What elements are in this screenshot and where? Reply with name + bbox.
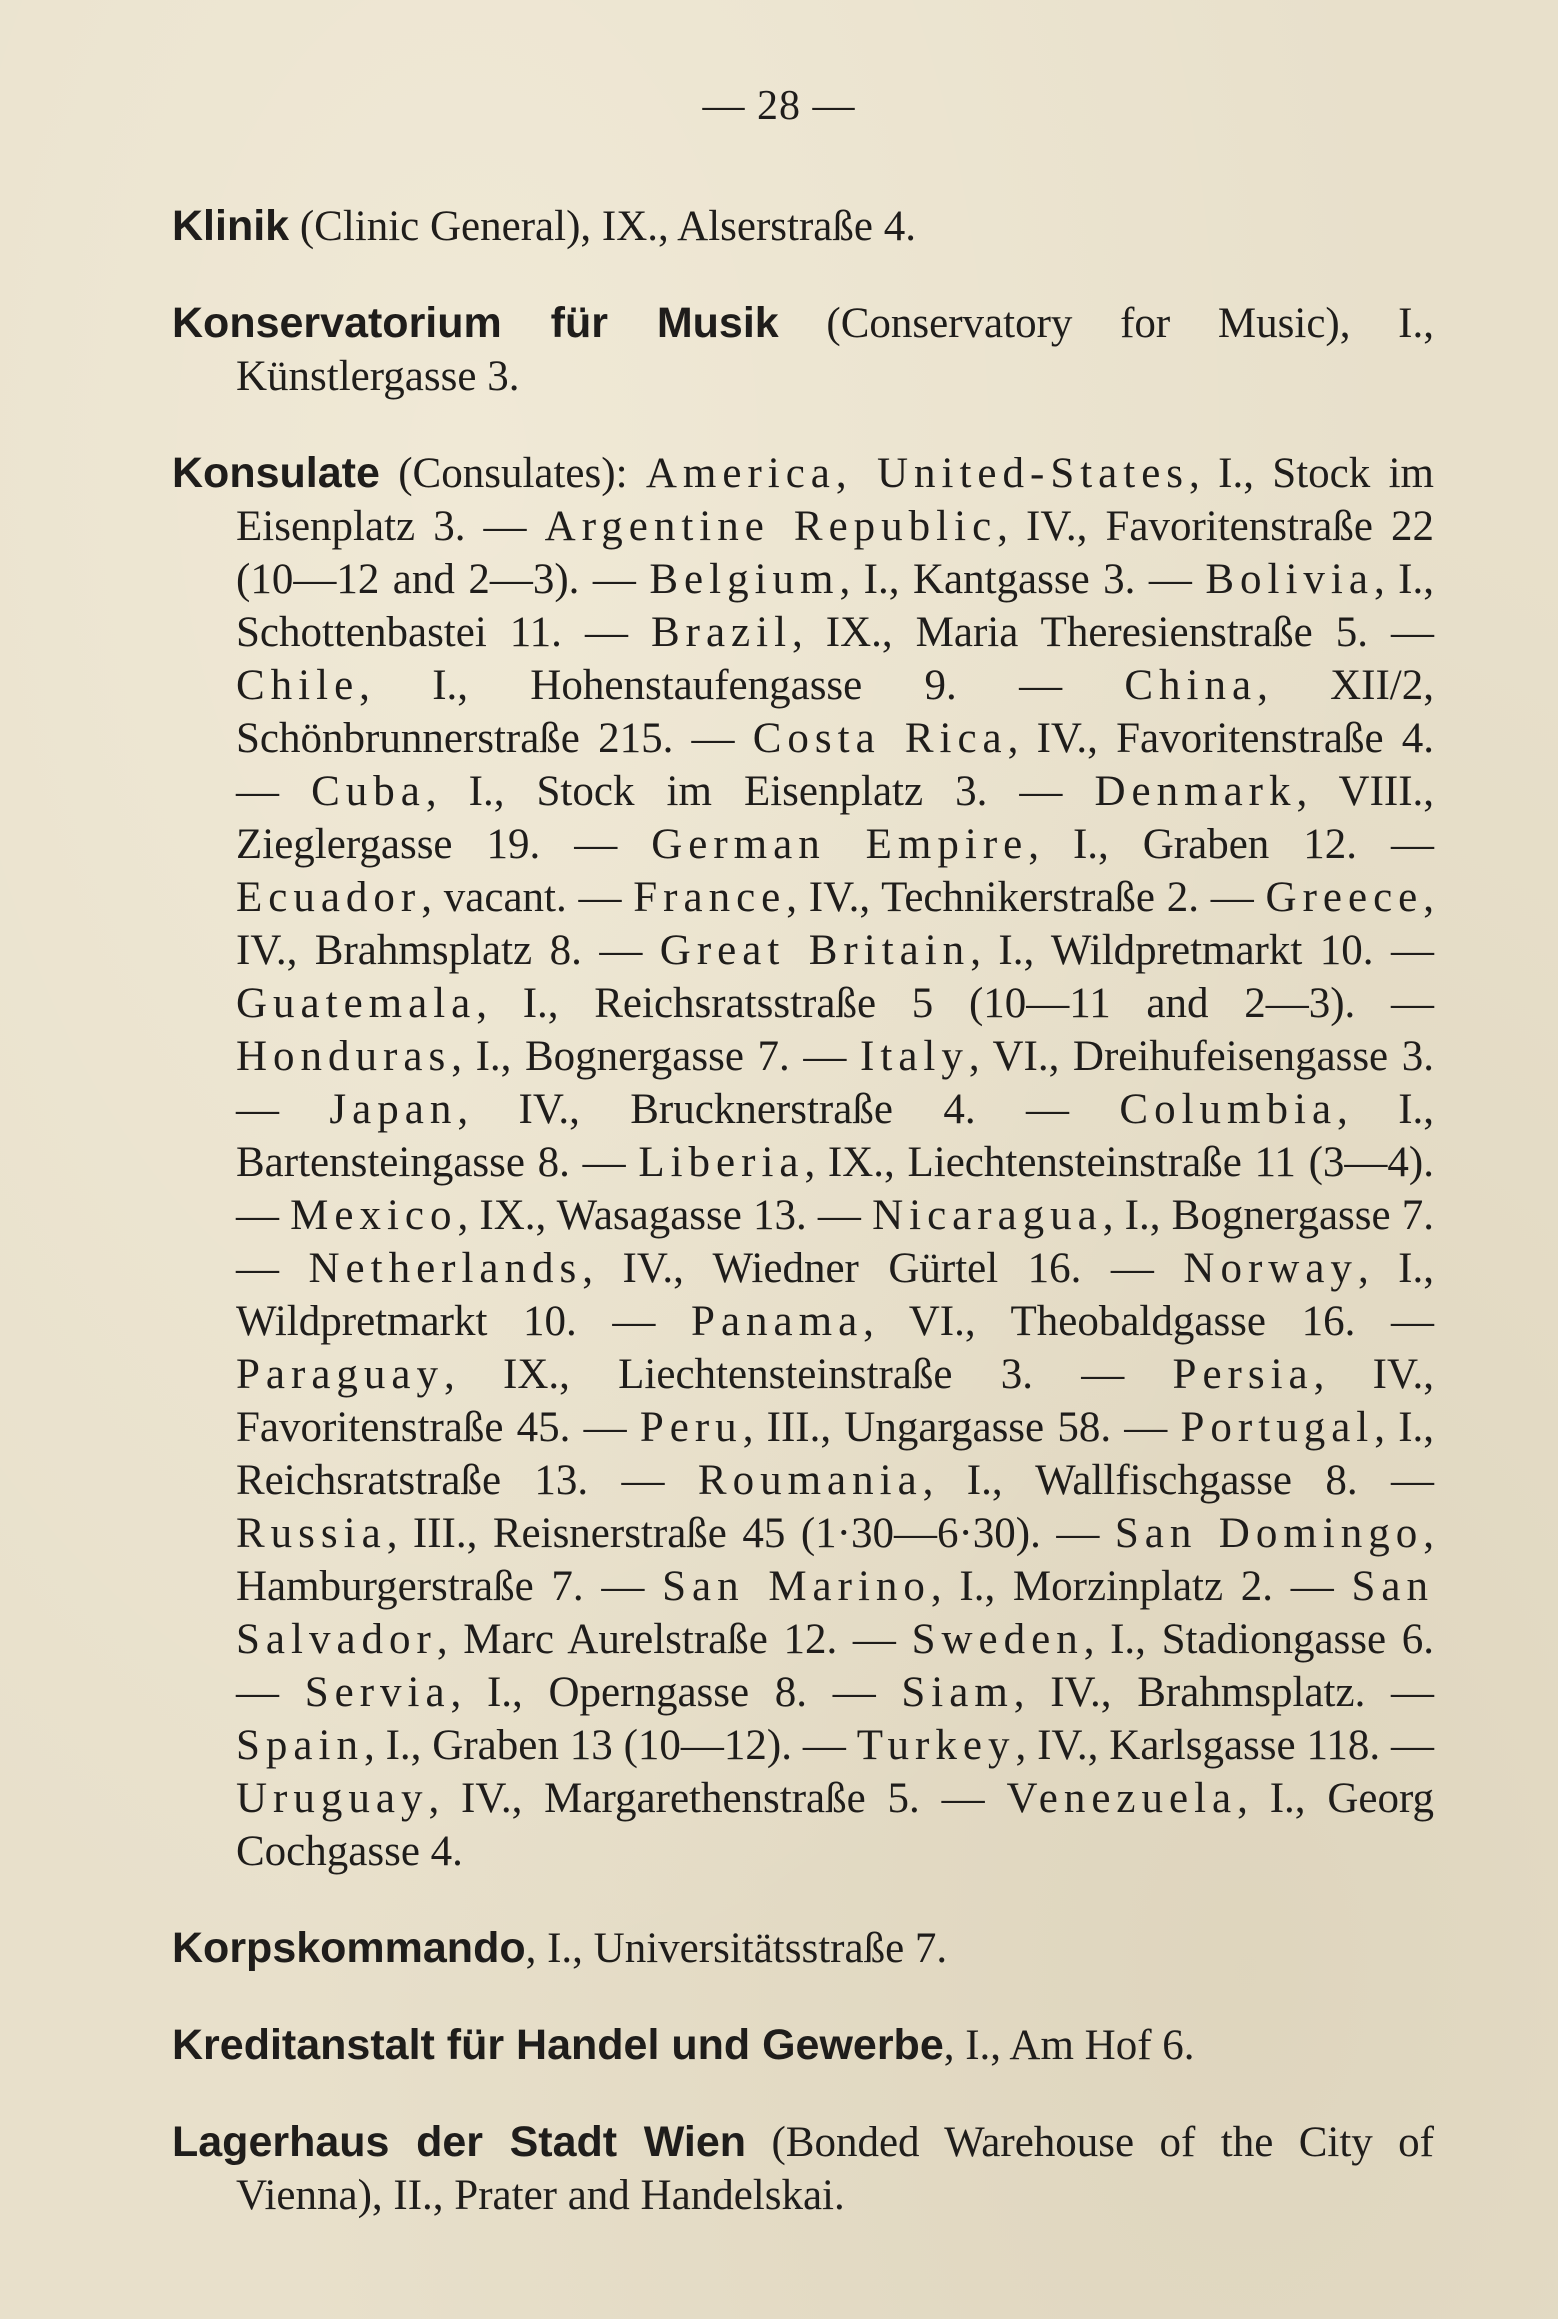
consulate-address: , IV., Brahmsplatz.: [1013, 1669, 1366, 1716]
consulate-address: , IV., Wiedner Gürtel 16.: [582, 1245, 1082, 1292]
consulate-country: Italy: [860, 1033, 969, 1080]
consulate-country: Persia: [1172, 1351, 1314, 1398]
consulate-country: Norway: [1183, 1245, 1358, 1292]
consulate-separator: —: [806, 1192, 873, 1239]
consulate-country: Siam: [901, 1669, 1014, 1716]
consulate-country: Liberia: [638, 1139, 805, 1186]
consulate-separator: —: [1357, 1457, 1435, 1504]
consulate-separator: —: [1368, 609, 1435, 656]
consulate-separator: —: [1199, 874, 1266, 921]
consulate-country: Greece: [1265, 874, 1424, 921]
consulate-separator: —: [576, 1298, 692, 1345]
consulate-separator: —: [236, 768, 312, 815]
entry-korpskommando: [172, 1922, 1434, 1975]
consulate-address: , I., Stadiongasse 6.: [1083, 1616, 1435, 1663]
entry-heading: Kreditanstalt für Handel und Gewerbe: [172, 2021, 944, 2069]
consulate-address: , I., Kantgasse 3.: [839, 556, 1136, 603]
consulate-country: Honduras: [236, 1033, 452, 1080]
consulate-address: , IX., Maria Theresienstraße 5.: [792, 609, 1368, 656]
consulate-separator: —: [1135, 556, 1206, 603]
entry-heading: Klinik: [172, 202, 290, 250]
entry-heading: Lagerhaus der Stadt Wien: [172, 2118, 747, 2166]
consulate-address: , I., Reichsratstraße 13.: [236, 1404, 1435, 1504]
consulate-address: , IX., Wasagasse 13.: [457, 1192, 807, 1239]
consulate-address: , I., Graben 13 (10—12).: [363, 1722, 792, 1769]
consulate-separator: —: [1273, 1563, 1352, 1610]
consulate-address: , VI., Theobaldgasse 16.: [863, 1298, 1356, 1345]
consulate-address: , IV., Karlsgasse 118.: [1015, 1722, 1381, 1769]
consulate-address: , I., Bognergasse 7.: [451, 1033, 790, 1080]
consulate-address: , I., Graben 12.: [1028, 821, 1358, 868]
consulate-country: San Salvador: [236, 1563, 1434, 1663]
consulate-address: , I., Stock im Eisenplatz 3.: [425, 768, 988, 815]
consulate-country: Russia: [236, 1510, 387, 1557]
consulate-country: America, United-States: [645, 450, 1190, 497]
entry-lagerhaus: [172, 2116, 1434, 2222]
entry-text: (Bonded Warehouse of the City of Vienna), II., Prater and Handelskai.: [236, 2119, 1434, 2219]
page-number: — 28 —: [702, 83, 856, 129]
consulate-address: , I., Morzinplatz 2.: [930, 1563, 1274, 1610]
consulate-separator: —: [236, 1086, 330, 1133]
consulate-separator: —: [789, 1033, 861, 1080]
consulate-country: Roumania: [697, 1457, 923, 1504]
consulate-address: , vacant.: [421, 874, 567, 921]
consulate-separator: —: [540, 821, 652, 868]
consulate-separator: —: [807, 1669, 902, 1716]
consulate-country: Costa Rica: [752, 715, 1008, 762]
consulate-country: Brazil: [650, 609, 793, 656]
entry-konservatorium: [172, 297, 1434, 403]
consulate-country: Nicaragua: [872, 1192, 1103, 1239]
consulate-separator: —: [1040, 1510, 1115, 1557]
consulate-country: San Marino: [662, 1563, 931, 1610]
consulate-separator: —: [570, 1404, 640, 1451]
consulate-separator: —: [956, 662, 1125, 709]
consulate-separator: —: [1111, 1404, 1181, 1451]
consulate-country: Denmark: [1094, 768, 1297, 815]
consulate-address: , IV., Technikerstraße 2.: [786, 874, 1200, 921]
consulate-country: China: [1124, 662, 1258, 709]
consulate-address: , Marc Aurelstraße 12.: [436, 1616, 838, 1663]
consulate-address: , IV., Favoritenstraße 45.: [236, 1351, 1434, 1451]
consulate-separator: —: [792, 1722, 857, 1769]
consulate-separator: —: [236, 1245, 309, 1292]
consulate-address: , IV., Brucknerstraße 4.: [457, 1086, 976, 1133]
consulate-country: Japan: [329, 1086, 458, 1133]
consulate-country: Argentine Republic: [544, 503, 998, 550]
consulate-country: Uruguay: [236, 1775, 429, 1822]
consulate-separator: —: [1355, 1298, 1434, 1345]
consulate-country: Guatemala: [236, 980, 477, 1027]
consulate-country: Columbia: [1119, 1086, 1338, 1133]
consulate-country: Turkey: [856, 1722, 1016, 1769]
entry-text: (Consulates):: [379, 450, 628, 497]
consulate-country: Portugal: [1180, 1404, 1375, 1451]
consulate-separator: —: [1355, 980, 1434, 1027]
consulate-address: , III., Ungargasse 58.: [742, 1404, 1112, 1451]
entry-heading: Konservatorium für Musik: [172, 299, 779, 347]
entry-text: , I., Universitätsstraße 7.: [525, 1925, 948, 1972]
consulate-address: , IV., Margarethenstraße 5.: [428, 1775, 920, 1822]
consulate-country: Belgium: [649, 556, 840, 603]
consulate-separator: —: [588, 1457, 698, 1504]
consulate-country: Servia: [304, 1669, 451, 1716]
entry-heading: Korpskommando: [172, 1924, 526, 1972]
consulate-address: , VIII., Zieglergasse 19.: [236, 768, 1435, 868]
directory-content: [172, 200, 1434, 2266]
consulate-address: , I., Reichsratsstraße 5 (10—11 and 2—3).: [476, 980, 1356, 1027]
consulate-country: Spain: [236, 1722, 364, 1769]
consulate-address: , I., Wildpretmarkt 10.: [970, 927, 1374, 974]
consulate-separator: —: [1365, 1669, 1435, 1716]
consulate-separator: —: [673, 715, 753, 762]
consulate-address: , XII/2, Schönbrunnerstraße 215.: [236, 662, 1434, 762]
entry-text: , I., Am Hof 6.: [943, 2022, 1195, 2069]
consulate-country: Mexico: [290, 1192, 458, 1239]
consulate-country: Chile: [236, 662, 360, 709]
consulate-address: , I., Wallfischgasse 8.: [922, 1457, 1358, 1504]
consulate-separator: —: [581, 927, 660, 974]
consulate-country: Cuba: [311, 768, 426, 815]
consulate-separator: —: [837, 1616, 912, 1663]
consulate-country: Panama: [691, 1298, 864, 1345]
consulate-separator: —: [975, 1086, 1120, 1133]
consulate-country: Venezuela: [1006, 1775, 1238, 1822]
consulate-separator: —: [579, 556, 650, 603]
consulate-separator: —: [569, 1139, 639, 1186]
consulate-address: , I., Stock im Eisenplatz 3.: [236, 450, 1434, 550]
consulate-address: , IV., Favoritenstraße 4.: [1007, 715, 1434, 762]
consulate-address: , III., Reisnerstraße 45 (1·30—6·30).: [386, 1510, 1041, 1557]
consulate-address: , Hamburgerstraße 7.: [236, 1510, 1435, 1610]
consulate-country: Ecuador: [236, 874, 422, 921]
entry-klinik: [172, 200, 1434, 253]
consulate-address: , I., Hohenstaufengasse 9.: [359, 662, 957, 709]
consulate-separator: —: [919, 1775, 1007, 1822]
consulate-address: , I., Georg Cochgasse 4.: [236, 1775, 1435, 1875]
consulate-separator: —: [561, 609, 651, 656]
consulate-country: Great Britain: [659, 927, 971, 974]
consulate-address: , IX., Liechtensteinstraße 11 (3—4).: [804, 1139, 1434, 1186]
consulate-separator: —: [583, 1563, 663, 1610]
consulate-country: Peru: [639, 1404, 743, 1451]
consulate-address: , VI., Dreihufeisengasse 3.: [968, 1033, 1435, 1080]
consulate-address: , IV., Favoritenstraße 22 (10—12 and 2—3).: [236, 503, 1435, 603]
consulate-address: , I., Schottenbastei 11.: [236, 556, 1435, 656]
consulate-address: , IV., Brahmsplatz 8.: [236, 874, 1435, 974]
consulate-separator: —: [566, 874, 634, 921]
consulate-separator: —: [236, 1669, 305, 1716]
consulate-country: Bolivia: [1205, 556, 1374, 603]
consulate-separator: —: [987, 768, 1095, 815]
consulate-address: , I., Bognergasse 7.: [1102, 1192, 1434, 1239]
consulate-country: Paraguay: [236, 1351, 444, 1398]
consulate-country: San Domingo: [1114, 1510, 1424, 1557]
consulate-address: , I., Wildpretmarkt 10.: [236, 1245, 1434, 1345]
consulate-separator: —: [1081, 1245, 1184, 1292]
consulate-separator: —: [465, 503, 545, 550]
consulate-address: , I., Bartensteingasse 8.: [236, 1086, 1435, 1186]
consulate-country: German Empire: [651, 821, 1029, 868]
entry-text: (Conservatory for Music), I., Künstlergasse 3.: [236, 300, 1434, 400]
consulate-country: Netherlands: [308, 1245, 583, 1292]
consulate-country: Sweden: [911, 1616, 1084, 1663]
consulate-separator: —: [1357, 821, 1435, 868]
entry-konsulate: [172, 447, 1434, 1878]
consulate-separator: —: [1380, 1722, 1435, 1769]
entry-kreditanstalt: [172, 2019, 1434, 2072]
consulate-address: , I., Operngasse 8.: [450, 1669, 808, 1716]
consulate-country: France: [633, 874, 787, 921]
consulate-separator: —: [236, 1192, 291, 1239]
consulate-separator: —: [1373, 927, 1435, 974]
entry-heading: Konsulate: [172, 449, 380, 497]
entry-text: (Clinic General), IX., Alserstraße 4.: [289, 203, 916, 250]
consulate-address: , IX., Liechtensteinstraße 3.: [444, 1351, 1033, 1398]
consulate-separator: —: [1033, 1351, 1173, 1398]
